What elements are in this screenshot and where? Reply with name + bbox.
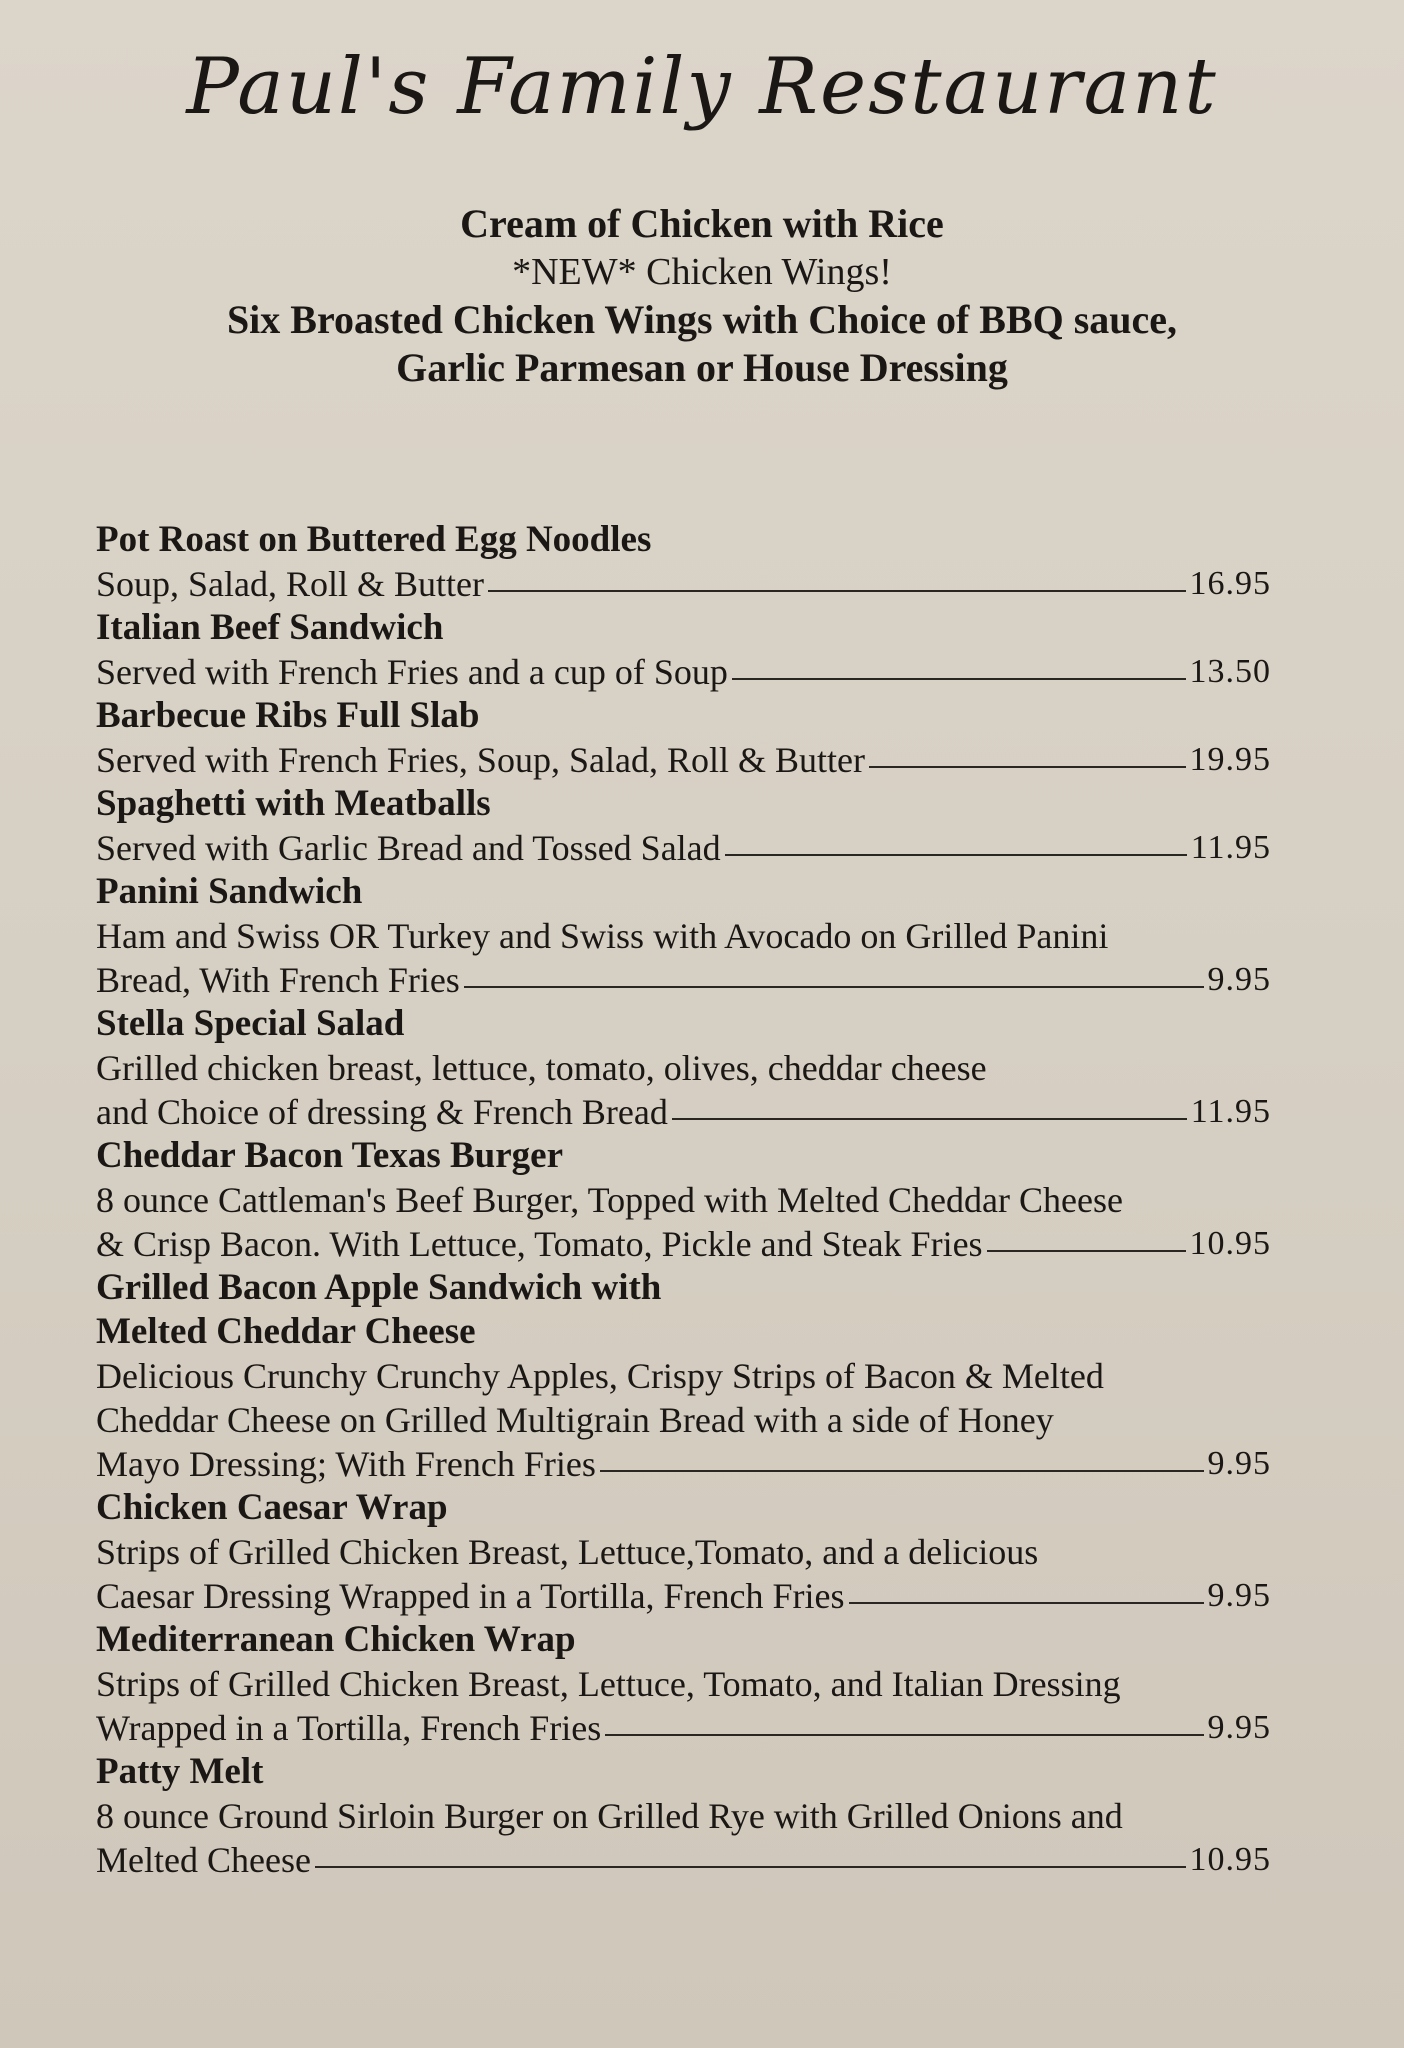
menu-item-name: Patty Melt — [96, 1751, 264, 1792]
menu-item-description: Served with Garlic Bread and Tossed Salad — [96, 828, 721, 868]
special-line: *NEW* Chicken Wings! — [512, 251, 892, 293]
menu-item-price-row — [96, 1838, 1271, 1882]
price-leader-line — [605, 1734, 1203, 1736]
price-leader-line — [672, 1118, 1187, 1120]
menu-item-price: 9.95 — [1207, 1709, 1271, 1746]
menu-item-description: Soup, Salad, Roll & Butter — [96, 564, 485, 604]
menu-item-name: Cheddar Bacon Texas Burger — [96, 1135, 564, 1176]
special-line: Six Broasted Chicken Wings with Choice of BBQ sauce, — [226, 297, 1178, 342]
menu-item-name: Melted Cheddar Cheese — [96, 1311, 476, 1352]
special-line: Garlic Parmesan or House Dressing — [396, 345, 1008, 390]
menu-item-name: Stella Special Salad — [96, 1003, 405, 1044]
price-leader-line — [869, 766, 1186, 768]
menu-item-price: 10.95 — [1189, 1841, 1271, 1878]
menu-item-price-row — [96, 650, 1271, 694]
menu-item — [96, 1618, 1271, 1750]
menu-item-price: 9.95 — [1207, 961, 1271, 998]
menu-item-price-row — [96, 738, 1271, 782]
menu-item — [96, 870, 1271, 1002]
menu-item-price-row — [96, 1222, 1271, 1266]
menu-item-description: Caesar Dressing Wrapped in a Tortilla, French Fries — [96, 1576, 845, 1616]
menu-item-price-row — [96, 1574, 1271, 1618]
menu-item-price-row — [96, 562, 1271, 606]
menu-item-description: Mayo Dressing; With French Fries — [96, 1444, 596, 1484]
menu-item — [96, 782, 1271, 870]
menu-item-name: Pot Roast on Buttered Egg Noodles — [96, 519, 652, 560]
price-leader-line — [600, 1470, 1204, 1472]
menu-item-description: Strips of Grilled Chicken Breast, Lettuce, Tomato, and Italian Dressing — [96, 1664, 1121, 1704]
menu-item-price: 9.95 — [1207, 1577, 1271, 1614]
menu-item-price-row — [96, 958, 1271, 1002]
menu-item-description: Served with French Fries and a cup of Soup — [96, 652, 728, 692]
menu-item — [96, 1002, 1271, 1134]
menu-item-description: Cheddar Cheese on Grilled Multigrain Bread with a side of Honey — [96, 1400, 1054, 1440]
price-leader-line — [464, 986, 1204, 988]
menu-item-description: Ham and Swiss OR Turkey and Swiss with Avocado on Grilled Panini — [96, 916, 1109, 956]
menu-item-price: 10.95 — [1189, 1225, 1271, 1262]
menu-item-description: Delicious Crunchy Crunchy Apples, Crispy Strips of Bacon & Melted — [96, 1356, 1104, 1396]
menu-item-description: Melted Cheese — [96, 1840, 311, 1880]
menu-item — [96, 1266, 1271, 1486]
menu-item-price-row — [96, 1442, 1271, 1486]
menu-item-description: 8 ounce Ground Sirloin Burger on Grilled Rye with Grilled Onions and — [96, 1796, 1123, 1836]
menu-item-price: 13.50 — [1189, 653, 1271, 690]
price-leader-line — [725, 854, 1187, 856]
menu-item-name: Grilled Bacon Apple Sandwich with — [96, 1267, 662, 1308]
menu-item-price: 11.95 — [1190, 1093, 1271, 1130]
menu-item-price: 11.95 — [1190, 829, 1271, 866]
menu-item-name: Mediterranean Chicken Wrap — [96, 1619, 576, 1660]
price-leader-line — [987, 1250, 1186, 1252]
menu-item-description: Grilled chicken breast, lettuce, tomato, olives, cheddar cheese — [96, 1048, 987, 1088]
menu-item-description: & Crisp Bacon. With Lettuce, Tomato, Pickle and Steak Fries — [96, 1224, 983, 1264]
menu-item — [96, 1486, 1271, 1618]
menu-item-name: Italian Beef Sandwich — [96, 607, 444, 648]
price-leader-line — [732, 678, 1186, 680]
menu-item-description: Strips of Grilled Chicken Breast, Lettuce,Tomato, and a delicious — [96, 1532, 1039, 1572]
menu-item-description: Served with French Fries, Soup, Salad, Roll & Butter — [96, 740, 865, 780]
menu-item-name: Chicken Caesar Wrap — [96, 1487, 448, 1528]
price-leader-line — [849, 1602, 1204, 1604]
menu-item — [96, 606, 1271, 694]
menu-item-description: Wrapped in a Tortilla, French Fries — [96, 1708, 602, 1748]
specials-section — [0, 200, 1404, 392]
restaurant-title: Paul's Family Restaurant — [186, 42, 1218, 132]
menu-item-name: Barbecue Ribs Full Slab — [96, 695, 480, 736]
special-line: Cream of Chicken with Rice — [460, 201, 944, 246]
menu-item-price: 19.95 — [1189, 741, 1271, 778]
menu-item-price-row — [96, 1090, 1271, 1134]
menu-item-price: 16.95 — [1189, 565, 1271, 602]
menu-item-name: Panini Sandwich — [96, 871, 363, 912]
menu-item — [96, 1750, 1271, 1882]
menu-item-price: 9.95 — [1207, 1445, 1271, 1482]
menu-item — [96, 1134, 1271, 1266]
price-leader-line — [488, 590, 1185, 592]
menu-item-name: Spaghetti with Meatballs — [96, 783, 491, 824]
menu-item-price-row — [96, 1706, 1271, 1750]
menu-item-price-row — [96, 826, 1271, 870]
menu-item-description: and Choice of dressing & French Bread — [96, 1092, 668, 1132]
menu-list — [96, 518, 1271, 1882]
menu-item-description: 8 ounce Cattleman's Beef Burger, Topped with Melted Cheddar Cheese — [96, 1180, 1123, 1220]
price-leader-line — [315, 1866, 1186, 1868]
menu-item — [96, 518, 1271, 606]
menu-item-description: Bread, With French Fries — [96, 960, 460, 1000]
menu-item — [96, 694, 1271, 782]
